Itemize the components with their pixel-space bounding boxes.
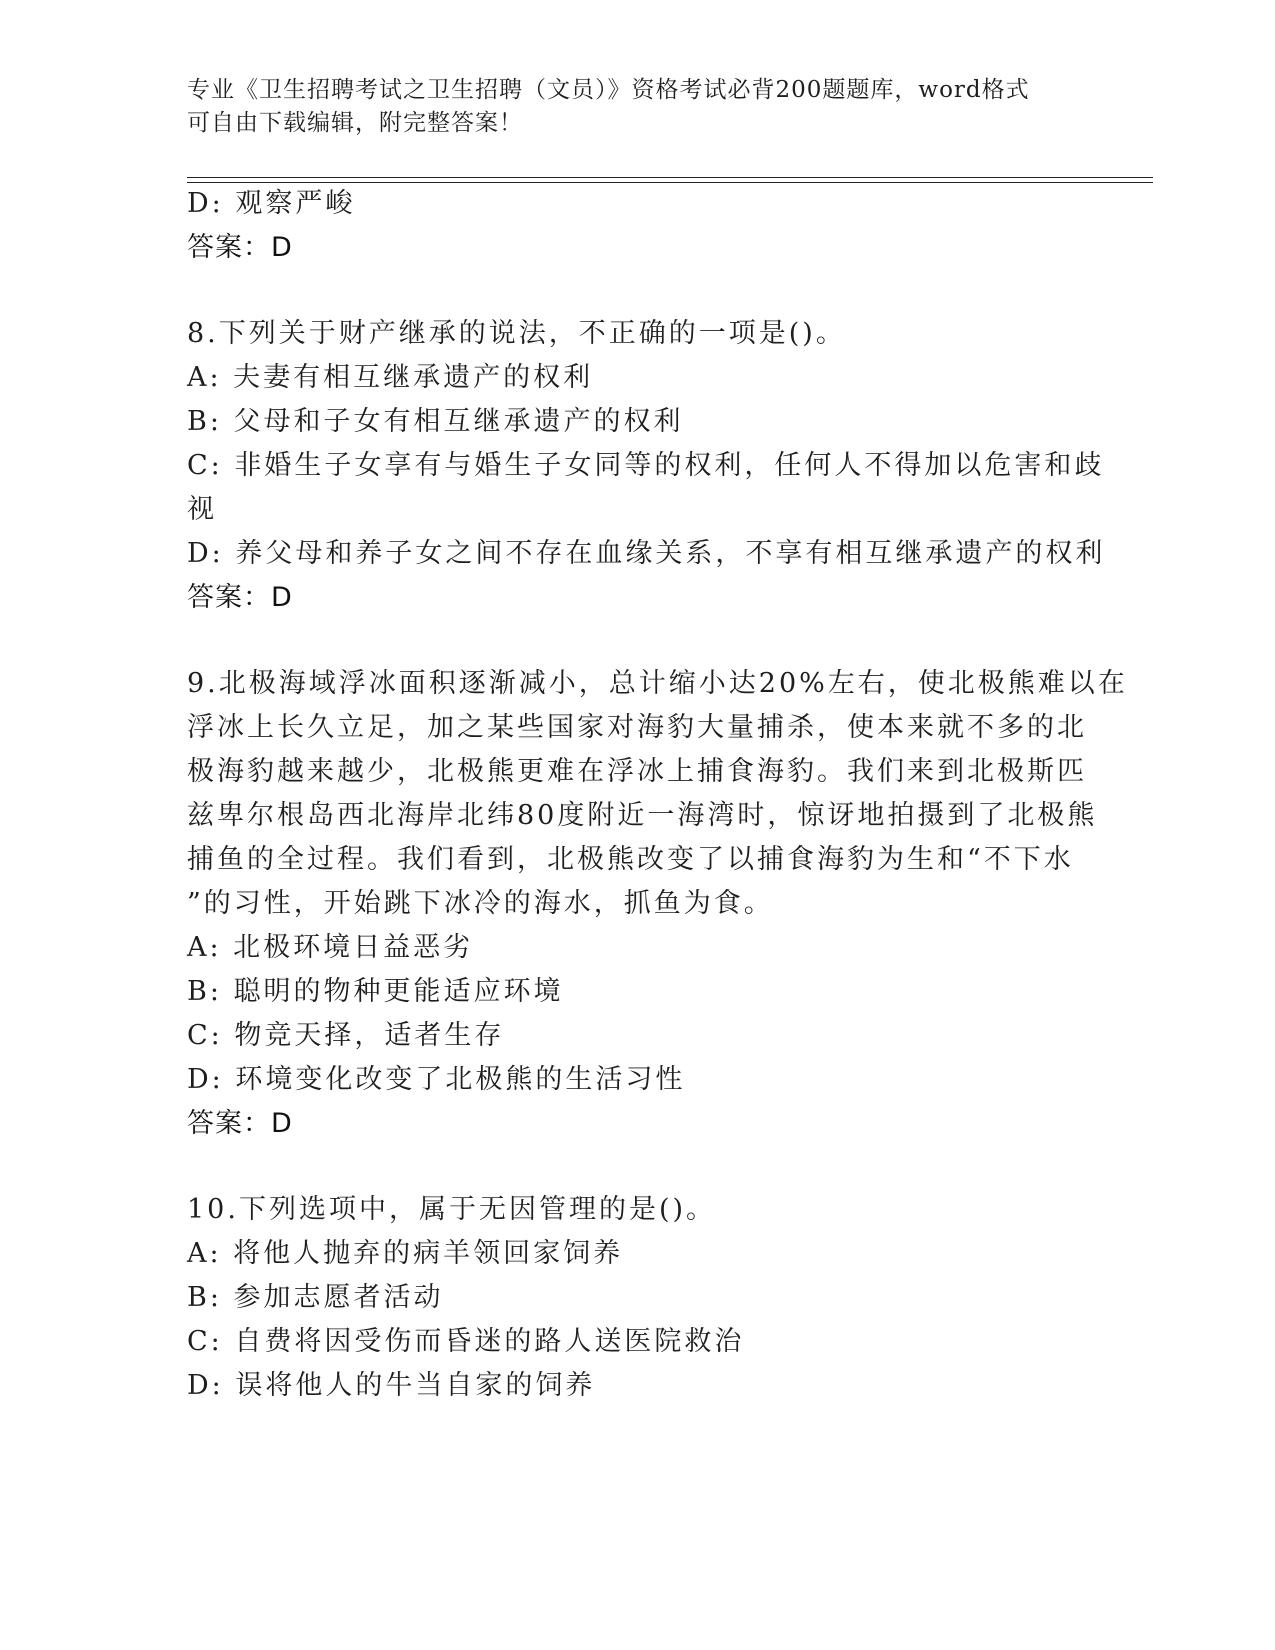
header-divider-top bbox=[187, 177, 1153, 178]
q10-option-d: D: 误将他人的牛当自家的饲养 bbox=[187, 1370, 596, 1401]
page-header bbox=[187, 74, 1087, 140]
q9-stem-line-3: 极海豹越来越少，北极熊更难在浮冰上捕食海豹。我们来到北极斯匹 bbox=[187, 756, 1087, 787]
prev-answer: 答案：D bbox=[187, 232, 293, 263]
q9-stem-line-4: 兹卑尔根岛西北海岸北纬80度附近一海湾时，惊讶地拍摄到了北极熊 bbox=[187, 800, 1098, 831]
q8-option-c-line-1: C: 非婚生子女享有与婚生子女同等的权利，任何人不得加以危害和歧 bbox=[187, 450, 1105, 481]
prev-option-d: D: 观察严峻 bbox=[187, 188, 356, 219]
q9-option-b: B: 聪明的物种更能适应环境 bbox=[187, 976, 564, 1007]
q8-option-c-line-2: 视 bbox=[187, 494, 217, 525]
q10-option-c: C: 自费将因受伤而昏迷的路人送医院救治 bbox=[187, 1326, 745, 1357]
q9-option-a: A: 北极环境日益恶劣 bbox=[187, 932, 474, 963]
q8-stem: 8.下列关于财产继承的说法，不正确的一项是()。 bbox=[187, 318, 846, 349]
q10-stem: 10.下列选项中，属于无因管理的是()。 bbox=[187, 1194, 717, 1225]
q9-stem-line-2: 浮冰上长久立足，加之某些国家对海豹大量捕杀，使本来就不多的北 bbox=[187, 712, 1087, 743]
q10-option-a: A: 将他人抛弃的病羊领回家饲养 bbox=[187, 1238, 624, 1269]
q9-answer: 答案：D bbox=[187, 1108, 293, 1139]
q9-option-c: C: 物竞天择，适者生存 bbox=[187, 1020, 505, 1051]
q9-stem-line-5: 捕鱼的全过程。我们看到，北极熊改变了以捕食海豹为生和“不下水 bbox=[187, 844, 1074, 875]
q8-option-b: B: 父母和子女有相互继承遗产的权利 bbox=[187, 406, 684, 437]
q9-option-d: D: 环境变化改变了北极熊的生活习性 bbox=[187, 1064, 686, 1095]
header-line-2: 可自由下载编辑，附完整答案！ bbox=[187, 110, 523, 136]
header-line-1: 专业《卫生招聘考试之卫生招聘（文员）》资格考试必背200题题库，word格式 bbox=[187, 77, 1030, 103]
q8-option-d: D: 养父母和养子女之间不存在血缘关系，不享有相互继承遗产的权利 bbox=[187, 538, 1106, 569]
q8-answer: 答案：D bbox=[187, 582, 293, 613]
q9-stem-line-6: ”的习性，开始跳下冰冷的海水，抓鱼为食。 bbox=[187, 888, 774, 919]
q9-stem-line-1: 9.北极海域浮冰面积逐渐减小，总计缩小达20%左右，使北极熊难以在 bbox=[187, 668, 1128, 699]
q8-option-a: A: 夫妻有相互继承遗产的权利 bbox=[187, 362, 594, 393]
header-divider-bottom bbox=[187, 182, 1153, 183]
q10-option-b: B: 参加志愿者活动 bbox=[187, 1282, 444, 1313]
